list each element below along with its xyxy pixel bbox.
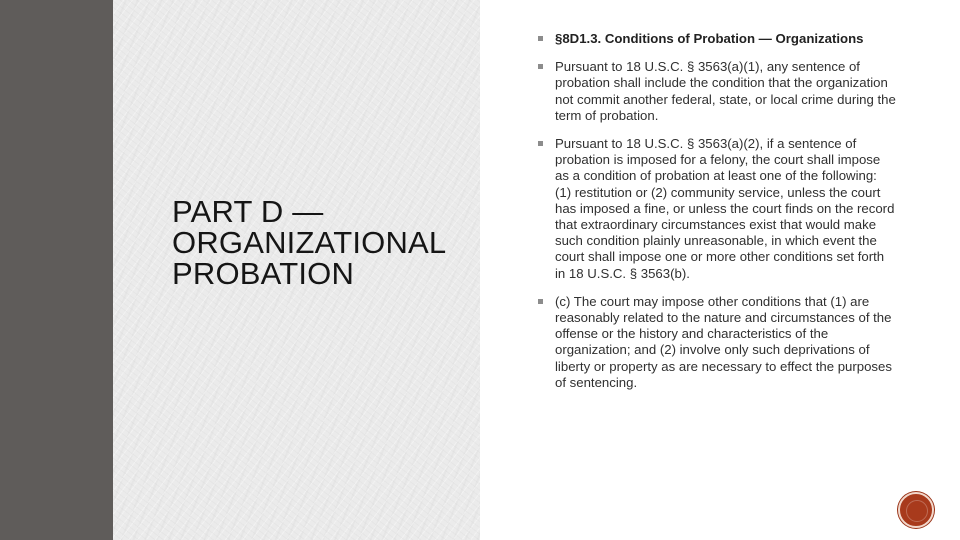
slide-number-badge-icon — [898, 492, 934, 528]
square-bullet-icon — [538, 64, 543, 69]
square-bullet-icon — [538, 141, 543, 146]
badge-inner-ring — [906, 500, 928, 522]
bullet-item — [536, 294, 896, 391]
bullet-list — [536, 31, 896, 403]
bullet-item — [536, 59, 896, 124]
bullet-item-heading — [536, 31, 896, 47]
bullet-text: Pursuant to 18 U.S.C. § 3563(a)(1), any sentence of probation shall include the condition that the organization not commit another federal, state, or local crime during the term of probation. — [555, 59, 896, 123]
left-sidebar-bar — [0, 0, 113, 540]
bullet-text: Pursuant to 18 U.S.C. § 3563(a)(2), if a sentence of probation is imposed for a felony, the court shall impose as a condition of probation at least one of the following: (1) restitution or (2) community service, unless the court has imposed a fine, or unless the court finds on the record that extraordinary circumstances exist that would make such condition plainly unreasonable, in which event the court shall impose one or more other conditions set forth in 18 U.S.C. § 3563(b). — [555, 136, 895, 281]
bullet-item — [536, 136, 896, 282]
square-bullet-icon — [538, 299, 543, 304]
square-bullet-icon — [538, 36, 543, 41]
bullet-text: §8D1.3. Conditions of Probation — Organizations — [555, 31, 864, 46]
bullet-text: (c) The court may impose other conditions that (1) are reasonably related to the nature and circumstances of the offense or the history and characteristics of the organization; and (2) involve only such deprivations of liberty or property as are necessary to effect the purposes of sentencing. — [555, 293, 892, 390]
slide-title: PART D — ORGANIZATIONAL PROBATION — [172, 194, 446, 291]
